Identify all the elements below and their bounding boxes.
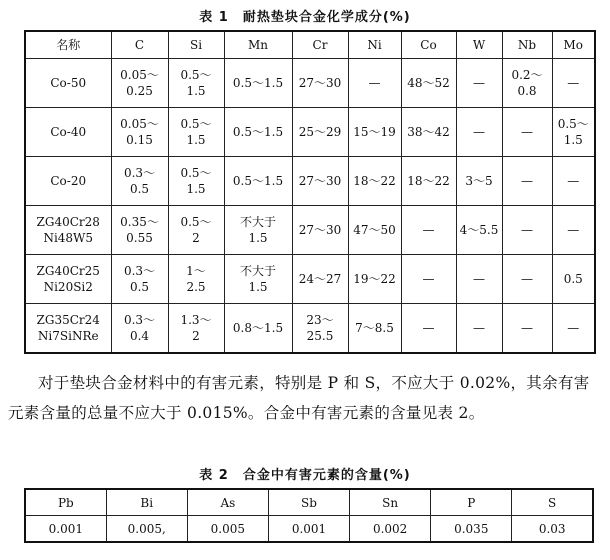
table1-header-row xyxy=(25,31,595,59)
table-cell: 0.5 xyxy=(552,255,595,304)
table-cell: 23～ 25.5 xyxy=(292,304,348,354)
table-row xyxy=(25,108,595,157)
table-cell: 0.2～ 0.8 xyxy=(502,59,552,108)
header-cell: Pb xyxy=(25,489,106,516)
table-cell: — xyxy=(348,59,401,108)
header-cell: Mn xyxy=(224,31,292,59)
table-cell: — xyxy=(552,304,595,354)
table-cell: 15～19 xyxy=(348,108,401,157)
table-row xyxy=(25,255,595,304)
alloy-name-cell: ZG40Cr25 Ni20Si2 xyxy=(25,255,111,304)
table-cell: 0.03 xyxy=(512,516,593,543)
table-row xyxy=(25,157,595,206)
table-cell: 27～30 xyxy=(292,157,348,206)
table-cell: 0.005, xyxy=(106,516,187,543)
table2-header-row xyxy=(25,489,593,516)
table-cell: — xyxy=(502,157,552,206)
table-cell: 38～42 xyxy=(401,108,456,157)
table1-caption: 表 1 耐热垫块合金化学成分(%) xyxy=(199,10,411,25)
table-cell: — xyxy=(552,59,595,108)
table-cell: 0.035 xyxy=(431,516,512,543)
header-cell: Sn xyxy=(350,489,431,516)
table-cell: — xyxy=(456,255,502,304)
table-cell: 25～29 xyxy=(292,108,348,157)
table-cell: 19～22 xyxy=(348,255,401,304)
table-cell: 0.5～ 2 xyxy=(168,206,224,255)
table-cell: 48～52 xyxy=(401,59,456,108)
header-cell: Sb xyxy=(268,489,349,516)
table-cell: 18～22 xyxy=(401,157,456,206)
alloy-name-cell: Co-20 xyxy=(25,157,111,206)
alloy-name-cell: Co-40 xyxy=(25,108,111,157)
table-cell: — xyxy=(502,304,552,354)
table-cell: — xyxy=(456,304,502,354)
table-cell: 1.3～ 2 xyxy=(168,304,224,354)
header-cell: W xyxy=(456,31,502,59)
header-cell: Co xyxy=(401,31,456,59)
table-cell: 0.8～1.5 xyxy=(224,304,292,354)
table-cell: — xyxy=(552,206,595,255)
table-cell: — xyxy=(401,206,456,255)
body-paragraph: 对于垫块合金材料中的有害元素，特别是 P 和 S，不应大于 0.02%，其余有害元素含量的总量不应大于 0.015%。合金中有害元素的含量见表 2。 xyxy=(8,374,590,422)
header-cell: Nb xyxy=(502,31,552,59)
table-cell: — xyxy=(401,304,456,354)
alloy-name-cell: ZG40Cr28 Ni48W5 xyxy=(25,206,111,255)
header-cell: Ni xyxy=(348,31,401,59)
table-cell: — xyxy=(456,108,502,157)
table-cell: 47～50 xyxy=(348,206,401,255)
table-cell: 27～30 xyxy=(292,59,348,108)
table-cell: — xyxy=(502,108,552,157)
table-row xyxy=(25,304,595,354)
composition-table xyxy=(24,30,596,354)
table-cell: 0.05～ 0.25 xyxy=(111,59,168,108)
table-cell: 0.5～ 1.5 xyxy=(168,108,224,157)
alloy-name-cell: ZG35Cr24 Ni7SiNRe xyxy=(25,304,111,354)
table-row xyxy=(25,206,595,255)
table-cell: 1～ 2.5 xyxy=(168,255,224,304)
header-cell: Bi xyxy=(106,489,187,516)
header-cell: S xyxy=(512,489,593,516)
table-cell: 0.3～ 0.5 xyxy=(111,157,168,206)
table-cell: 27～30 xyxy=(292,206,348,255)
table-row xyxy=(25,59,595,108)
table-cell: 0.5～ 1.5 xyxy=(552,108,595,157)
table-cell: 0.005 xyxy=(187,516,268,543)
table-cell: 3～5 xyxy=(456,157,502,206)
table-cell: 0.001 xyxy=(25,516,106,543)
table-cell: 24～27 xyxy=(292,255,348,304)
table-cell: 7～8.5 xyxy=(348,304,401,354)
table-cell: — xyxy=(552,157,595,206)
header-cell: C xyxy=(111,31,168,59)
table-cell: 0.001 xyxy=(268,516,349,543)
table-cell: 0.3～ 0.5 xyxy=(111,255,168,304)
header-cell: Mo xyxy=(552,31,595,59)
harmful-elements-table xyxy=(24,488,594,543)
table-cell: 0.05～ 0.15 xyxy=(111,108,168,157)
table-cell: — xyxy=(502,206,552,255)
header-cell: Si xyxy=(168,31,224,59)
table-cell: 18～22 xyxy=(348,157,401,206)
header-cell: As xyxy=(187,489,268,516)
header-cell: 名称 xyxy=(25,31,111,59)
table-cell: 0.5～1.5 xyxy=(224,108,292,157)
table-cell: 0.5～ 1.5 xyxy=(168,157,224,206)
header-cell: Cr xyxy=(292,31,348,59)
table-cell: 0.002 xyxy=(350,516,431,543)
table-cell: 不大于 1.5 xyxy=(224,255,292,304)
table-cell: 0.5～ 1.5 xyxy=(168,59,224,108)
header-cell: P xyxy=(431,489,512,516)
table-cell: 0.3～ 0.4 xyxy=(111,304,168,354)
table-cell: 0.5～1.5 xyxy=(224,157,292,206)
table-cell: 0.35～ 0.55 xyxy=(111,206,168,255)
table-cell: 不大于 1.5 xyxy=(224,206,292,255)
table-cell: 4～5.5 xyxy=(456,206,502,255)
alloy-name-cell: Co-50 xyxy=(25,59,111,108)
table2-caption: 表 2 合金中有害元素的含量(%) xyxy=(199,468,411,483)
table-cell: — xyxy=(401,255,456,304)
table-cell: — xyxy=(456,59,502,108)
table-row xyxy=(25,516,593,543)
table-cell: — xyxy=(502,255,552,304)
table-cell: 0.5～1.5 xyxy=(224,59,292,108)
